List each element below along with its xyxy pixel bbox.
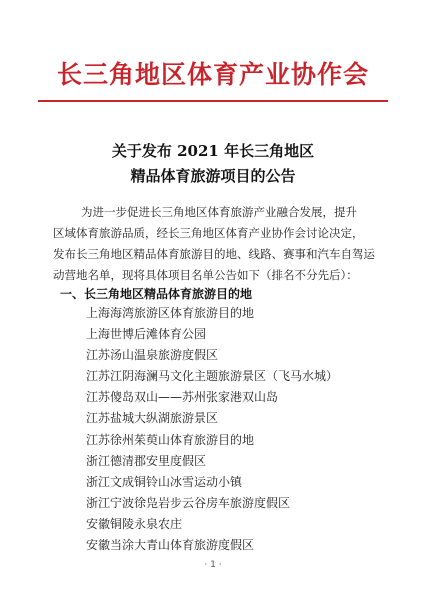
intro-line: 区域体育旅游品质，经长三角地区体育产业协作会讨论决定， xyxy=(53,226,364,240)
list-item: 浙江文成铜铃山冰雪运动小镇 xyxy=(86,474,243,489)
list-item: 浙江宁波徐凫岩步云谷房车旅游度假区 xyxy=(86,495,291,510)
notice-title-line1: 关于发布 2021 年长三角地区 xyxy=(111,142,315,160)
list-item: 浙江德清郡安里度假区 xyxy=(86,453,207,468)
destination-list xyxy=(86,303,406,556)
page-number: · 1 · xyxy=(204,560,222,570)
list-item: 安徽当涂大青山体育旅游度假区 xyxy=(86,538,255,553)
list-item: 江苏江阴海澜马文化主题旅游景区（飞马水城） xyxy=(86,369,339,384)
list-item: 江苏徐州茱萸山体育旅游目的地 xyxy=(86,432,255,447)
intro-line: 发布长三角地区精品体育旅游目的地、线路、赛事和汽车自驾运 xyxy=(53,247,375,261)
letterhead-divider xyxy=(38,100,388,102)
list-item: 上海海湾旅游区体育旅游目的地 xyxy=(86,306,255,320)
list-item: 江苏盐城大纵湖旅游景区 xyxy=(86,411,219,426)
notice-title-line2: 精品体育旅游项目的公告 xyxy=(130,167,296,185)
list-item: 江苏傻岛双山——苏州张家港双山岛 xyxy=(86,390,279,405)
list-item: 江苏汤山温泉旅游度假区 xyxy=(86,348,219,363)
intro-line: 为进一步促进长三角地区体育旅游产业融合发展，提升 xyxy=(81,205,357,219)
section-heading: 一、长三角地区精品体育旅游目的地 xyxy=(60,287,253,301)
list-item: 上海世博后滩体育公园 xyxy=(86,327,207,342)
intro-paragraph xyxy=(53,202,383,286)
letterhead-org-name: 长三角地区体育产业协作会 xyxy=(56,60,369,89)
intro-line: 动营地名单，现将具体项目名单公告如下（排名不分先后）： xyxy=(53,268,358,282)
list-item: 安徽铜陵永泉农庄 xyxy=(86,516,183,531)
